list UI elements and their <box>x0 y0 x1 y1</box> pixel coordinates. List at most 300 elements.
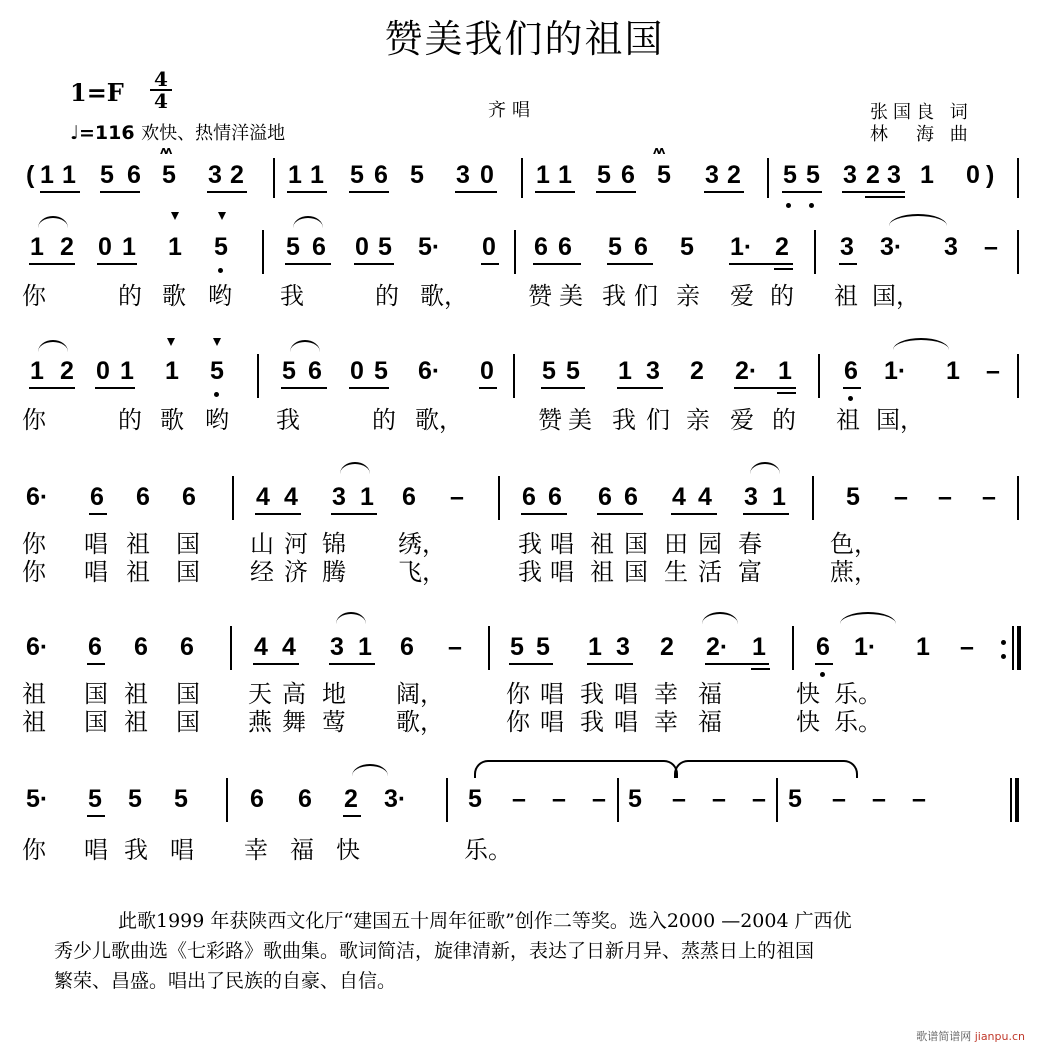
note: 1 <box>920 161 934 189</box>
note: 6 <box>374 161 388 189</box>
slur <box>293 216 323 228</box>
note: 4 <box>282 633 296 661</box>
note: ( <box>26 161 35 189</box>
note: 2 <box>690 357 704 385</box>
note: 1 <box>40 161 54 189</box>
note: 6 <box>522 483 536 511</box>
note: 1 <box>536 161 550 189</box>
lyric: 你 <box>22 836 46 864</box>
note: 6 <box>88 633 102 661</box>
lyric: 爱 <box>730 282 754 310</box>
note: – <box>752 785 766 813</box>
trill-icon: ʌʌ <box>160 144 171 157</box>
lyric: 你 <box>22 558 46 586</box>
note: 3 <box>887 161 901 189</box>
lyric: 我 <box>518 558 542 586</box>
note: 6 <box>127 161 141 189</box>
note: 2 <box>344 785 358 813</box>
note: 5 <box>536 633 550 661</box>
lyric: 你 <box>22 406 46 434</box>
lyric: 国 <box>176 558 200 586</box>
note: 6 <box>400 633 414 661</box>
note: 3 <box>456 161 470 189</box>
lyrics-line-6 <box>0 836 1049 876</box>
barline <box>257 354 259 398</box>
score-line-6 <box>0 784 1049 824</box>
lyric: 腾 <box>322 558 346 586</box>
barline <box>814 230 816 274</box>
lyric: 快 <box>336 836 360 864</box>
final-barline <box>1010 778 1012 822</box>
note: 3 <box>843 161 857 189</box>
barline <box>226 778 228 822</box>
slur <box>340 462 370 474</box>
lyric: 经 <box>250 558 274 586</box>
lyric: 我 <box>580 680 604 708</box>
score-line-2 <box>0 232 1049 272</box>
note: 6 <box>182 483 196 511</box>
note: – <box>450 483 464 511</box>
note: 6 <box>548 483 562 511</box>
note: 1 <box>360 483 374 511</box>
note: – <box>512 785 526 813</box>
slur <box>889 214 947 226</box>
note: 3 <box>944 233 958 261</box>
lyric: 唱 <box>540 708 564 736</box>
slur <box>893 338 949 350</box>
lyric: 祖 <box>124 680 148 708</box>
note: 3 <box>646 357 660 385</box>
note: 1 <box>558 161 572 189</box>
note: 1 <box>288 161 302 189</box>
barline <box>1017 354 1019 398</box>
lyric: 的 <box>770 282 794 310</box>
lyric: 美 <box>568 406 592 434</box>
note: 6 <box>598 483 612 511</box>
note: 1 <box>122 233 136 261</box>
note: 5 <box>680 233 694 261</box>
lyric: 我 <box>276 406 300 434</box>
lyric: 山 <box>250 530 274 558</box>
lyric: 的 <box>375 282 399 310</box>
lyric: 歌， <box>415 406 463 434</box>
lyric: 唱 <box>550 558 574 586</box>
lyric: 的 <box>372 406 396 434</box>
lyric: 阔， <box>396 680 444 708</box>
note: 5 <box>282 357 296 385</box>
lyric: 富 <box>738 558 762 586</box>
lyric: 祖 <box>22 680 46 708</box>
note: 1 <box>310 161 324 189</box>
note: 1 <box>946 357 960 385</box>
score-line-5 <box>0 632 1049 672</box>
note: 1 <box>778 357 792 385</box>
lyric: 我 <box>612 406 636 434</box>
note: 1 <box>30 357 44 385</box>
lyric: 爱 <box>730 406 754 434</box>
lyric: 唱 <box>540 680 564 708</box>
tempo: ♩=116 <box>70 122 135 144</box>
note: 3 <box>330 633 344 661</box>
note: – <box>552 785 566 813</box>
barline <box>262 230 264 274</box>
barline <box>273 158 275 198</box>
lyric: 济 <box>284 558 308 586</box>
note: 4 <box>698 483 712 511</box>
slur <box>750 462 780 474</box>
note: 5 <box>286 233 300 261</box>
slur <box>352 764 388 776</box>
time-signature-top: 4 <box>154 67 168 91</box>
lyric: 锦 <box>322 530 346 558</box>
time-signature-bottom: 4 <box>154 89 168 113</box>
lyric: 你 <box>22 282 46 310</box>
song-description <box>54 906 1008 996</box>
lyric: 歌， <box>396 708 444 736</box>
note: 6 <box>534 233 548 261</box>
lyric: 国 <box>624 558 648 586</box>
note: 6 <box>180 633 194 661</box>
repeat-dot <box>1001 640 1006 645</box>
repeat-dot <box>1001 654 1006 659</box>
time-signature <box>150 67 172 113</box>
note: 5 <box>350 161 364 189</box>
lyric: 祖 <box>22 708 46 736</box>
tie <box>474 760 678 778</box>
lyric: 祖 <box>836 406 860 434</box>
slur <box>38 216 68 228</box>
note: 6 <box>90 483 104 511</box>
slur <box>38 340 68 352</box>
note: 0 <box>480 161 494 189</box>
lyric: 绣， <box>398 530 446 558</box>
accent-icon <box>171 212 179 220</box>
lyrics-line-5-verse-2 <box>0 708 1049 748</box>
note: 0 <box>480 357 494 385</box>
lyric: 祖 <box>126 558 150 586</box>
note: 6 <box>136 483 150 511</box>
note: 1 <box>168 233 182 261</box>
note: 1 <box>916 633 930 661</box>
note: – <box>982 483 996 511</box>
lyric: 你 <box>506 708 530 736</box>
note: 3 <box>705 161 719 189</box>
note: 6 <box>634 233 648 261</box>
barline <box>1017 230 1019 274</box>
note: 3· <box>880 233 903 261</box>
note: – <box>912 785 926 813</box>
lyric: 乐。 <box>834 708 882 736</box>
lyric: 快 <box>796 680 820 708</box>
tie <box>674 760 858 778</box>
lyric: 赞 <box>528 282 552 310</box>
credits <box>870 102 973 146</box>
note: – <box>672 785 686 813</box>
accent-icon <box>167 338 175 346</box>
lyric: 幸 <box>654 708 678 736</box>
note: 2 <box>775 233 789 261</box>
note: – <box>894 483 908 511</box>
barline <box>1017 476 1019 520</box>
lyric: 活 <box>698 558 722 586</box>
note: 6 <box>844 357 858 385</box>
lyric: 的 <box>118 406 142 434</box>
note: 6 <box>402 483 416 511</box>
note: 1 <box>165 357 179 385</box>
note: 2 <box>60 357 74 385</box>
note: 1 <box>358 633 372 661</box>
lyric: 生 <box>664 558 688 586</box>
lyric: 国 <box>84 708 108 736</box>
note: 4 <box>256 483 270 511</box>
note: 1 <box>772 483 786 511</box>
note: 2· <box>706 633 729 661</box>
note: 5 <box>214 233 228 261</box>
barline <box>818 354 820 398</box>
note: 1· <box>884 357 907 385</box>
lyric: 幸 <box>244 836 268 864</box>
lyric: 国 <box>84 680 108 708</box>
note: 4 <box>284 483 298 511</box>
note: 5 <box>608 233 622 261</box>
note: 5 <box>88 785 102 813</box>
note: 3 <box>332 483 346 511</box>
lyric: 我 <box>602 282 626 310</box>
note: 5 <box>510 633 524 661</box>
barline <box>812 476 814 520</box>
barline <box>514 230 516 274</box>
note: 0 <box>966 161 980 189</box>
lyric: 美 <box>559 282 583 310</box>
note: 1· <box>730 233 753 261</box>
note: 5 <box>788 785 802 813</box>
note: 5 <box>542 357 556 385</box>
key-signature: 1=F <box>70 78 124 107</box>
note: 6 <box>816 633 830 661</box>
note: 1 <box>62 161 76 189</box>
note: 0 <box>355 233 369 261</box>
note: 5 <box>378 233 392 261</box>
note: 3 <box>744 483 758 511</box>
note: 0 <box>96 357 110 385</box>
note: – <box>960 633 974 661</box>
note: 6 <box>624 483 638 511</box>
note: 2 <box>230 161 244 189</box>
note: – <box>832 785 846 813</box>
slur <box>702 612 738 624</box>
repeat-barline <box>1017 626 1021 670</box>
note: – <box>872 785 886 813</box>
lyric: 你 <box>506 680 530 708</box>
note: 5 <box>657 161 671 189</box>
lyric: 国， <box>876 406 924 434</box>
lyric: 祖 <box>124 708 148 736</box>
lyric: 高 <box>282 680 306 708</box>
composer: 林 海 曲 <box>870 124 973 145</box>
note: 6 <box>558 233 572 261</box>
note: 6 <box>621 161 635 189</box>
note: 6· <box>418 357 441 385</box>
lyric: 唱 <box>84 558 108 586</box>
lyric: 我 <box>124 836 148 864</box>
lyric: 福 <box>698 708 722 736</box>
barline <box>498 476 500 520</box>
lyrics-line-4-verse-2 <box>0 558 1049 598</box>
lyric: 祖 <box>834 282 858 310</box>
lyric: 幸 <box>654 680 678 708</box>
lyric: 乐。 <box>464 836 512 864</box>
lyrics-line-2 <box>0 282 1049 322</box>
note: 5 <box>162 161 176 189</box>
lyric: 哟 <box>205 406 229 434</box>
note: 1 <box>120 357 134 385</box>
note: 5 <box>783 161 797 189</box>
barline <box>232 476 234 520</box>
slur <box>840 612 896 624</box>
lyric: 莺 <box>322 708 346 736</box>
barline <box>617 778 619 822</box>
lyric: 园 <box>698 530 722 558</box>
lyric: 田 <box>664 530 688 558</box>
note: – <box>986 357 1000 385</box>
lyric: 蔗， <box>830 558 878 586</box>
lyric: 亲 <box>676 282 700 310</box>
note: 4 <box>254 633 268 661</box>
lyric: 国 <box>176 530 200 558</box>
note: 5 <box>628 785 642 813</box>
lyric: 飞， <box>398 558 446 586</box>
lyric: 歌 <box>160 406 184 434</box>
score-line-1 <box>0 144 1049 200</box>
lyric: 乐。 <box>834 680 882 708</box>
note: 5 <box>374 357 388 385</box>
note: 5 <box>597 161 611 189</box>
note: 5 <box>846 483 860 511</box>
note: 3· <box>384 785 407 813</box>
tempo-marking <box>70 119 285 145</box>
note: 3 <box>840 233 854 261</box>
barline <box>1017 158 1019 198</box>
note: 6· <box>26 633 49 661</box>
barline <box>792 626 794 670</box>
score-line-4 <box>0 482 1049 522</box>
lyric: 国 <box>176 680 200 708</box>
note: 3 <box>616 633 630 661</box>
note: 2 <box>727 161 741 189</box>
note: 1· <box>854 633 877 661</box>
note: 1 <box>752 633 766 661</box>
note: – <box>712 785 726 813</box>
note: 2· <box>735 357 758 385</box>
note: 5 <box>100 161 114 189</box>
lyric: 福 <box>290 836 314 864</box>
lyric: 福 <box>698 680 722 708</box>
song-title: 赞美我们的祖国 <box>384 17 665 61</box>
lyric: 们 <box>646 406 670 434</box>
note: – <box>938 483 952 511</box>
lyric: 的 <box>118 282 142 310</box>
note: 5 <box>806 161 820 189</box>
score-line-3 <box>0 356 1049 396</box>
note: 3 <box>208 161 222 189</box>
lyric: 我 <box>580 708 604 736</box>
lyric: 天 <box>248 680 272 708</box>
watermark-url: jianpu.cn <box>974 1030 1025 1043</box>
lyric: 歌， <box>420 282 468 310</box>
note: 4 <box>672 483 686 511</box>
note: 2 <box>660 633 674 661</box>
lyric: 国 <box>176 708 200 736</box>
note: 5 <box>410 161 424 189</box>
note: 1 <box>588 633 602 661</box>
description-line-1: 此歌1999 年获陕西文化厅“建国五十周年征歌”创作二等奖。选入2000 —2004 广西优 <box>118 910 852 932</box>
barline <box>767 158 769 198</box>
watermark <box>916 1028 1025 1044</box>
lyric: 赞 <box>538 406 562 434</box>
lyric: 唱 <box>84 836 108 864</box>
lyric: 燕 <box>248 708 272 736</box>
note: 6 <box>312 233 326 261</box>
barline <box>446 778 448 822</box>
accent-icon <box>218 212 226 220</box>
barline <box>513 354 515 398</box>
lyric: 们 <box>634 282 658 310</box>
barline <box>776 778 778 822</box>
watermark-site-name: 歌谱简谱网 <box>916 1030 972 1043</box>
lyric: 唱 <box>170 836 194 864</box>
note: 5 <box>210 357 224 385</box>
expression-marking: 欢快、热情洋溢地 <box>141 123 286 144</box>
slur <box>336 612 366 624</box>
lyricist: 张国良 词 <box>870 102 973 123</box>
description-line-2: 秀少儿歌曲选《七彩路》歌曲集。歌词简洁，旋律清新，表达了日新月异、蒸蒸日上的祖国 <box>54 940 815 962</box>
lyric: 亲 <box>686 406 710 434</box>
note: 5 <box>128 785 142 813</box>
lyric: 地 <box>322 680 346 708</box>
note: 0 <box>98 233 112 261</box>
lyric: 唱 <box>614 680 638 708</box>
note: 0 <box>350 357 364 385</box>
lyric: 的 <box>772 406 796 434</box>
note: 6 <box>298 785 312 813</box>
note: 2 <box>866 161 880 189</box>
lyric: 祖 <box>590 530 614 558</box>
note: – <box>448 633 462 661</box>
note: 6 <box>134 633 148 661</box>
lyric: 国 <box>624 530 648 558</box>
lyric: 春 <box>738 530 762 558</box>
note: 6· <box>26 483 49 511</box>
final-barline <box>1015 778 1019 822</box>
note: 5· <box>26 785 49 813</box>
lyric: 色， <box>830 530 878 558</box>
note: ) <box>986 161 995 189</box>
lyric: 舞 <box>282 708 306 736</box>
lyric: 我 <box>280 282 304 310</box>
note: 2 <box>60 233 74 261</box>
barline <box>521 158 523 198</box>
barline <box>488 626 490 670</box>
description-line-3: 繁荣、昌盛。唱出了民族的自豪、自信。 <box>54 970 397 992</box>
slur <box>290 340 320 352</box>
lyrics-line-3 <box>0 406 1049 446</box>
lyric: 祖 <box>590 558 614 586</box>
trill-icon: ʌʌ <box>653 144 664 157</box>
accent-icon <box>213 338 221 346</box>
lyric: 河 <box>284 530 308 558</box>
lyric: 哟 <box>208 282 232 310</box>
note: 1 <box>30 233 44 261</box>
